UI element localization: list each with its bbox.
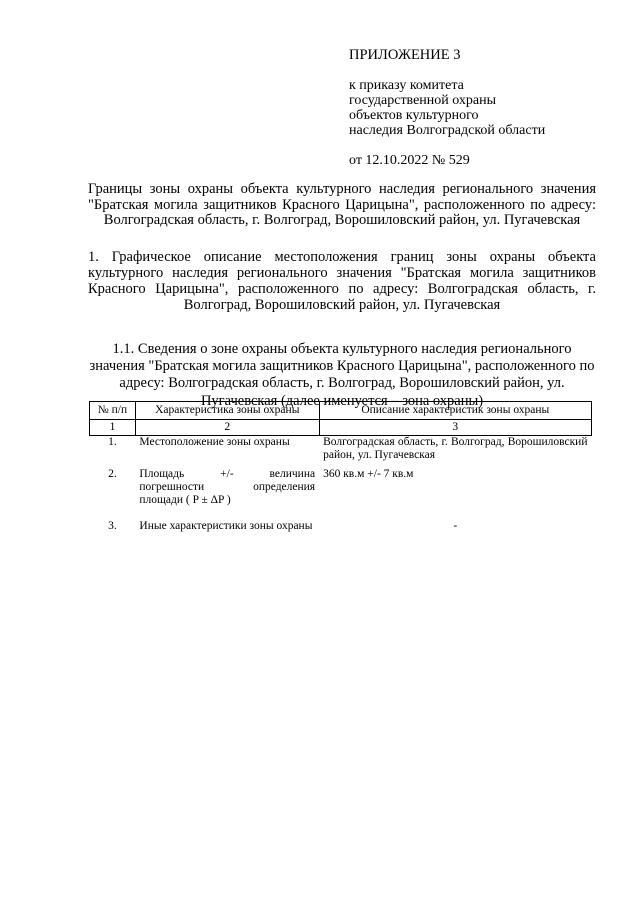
section-1-title: 1. Графическое описание местоположения границ зоны охраны объекта культурного наследия регионального значения "Братская могила защитников Красного Царицына", расположенного по адресу: Волгоградская область, г. Волгоград, Ворошиловский район, ул. Пугачевская	[88, 249, 596, 313]
header-number: № п/п	[90, 402, 136, 420]
row-number: 3.	[108, 520, 117, 532]
appendix-title: ПРИЛОЖЕНИЕ 3	[349, 47, 461, 63]
table-row	[90, 436, 592, 469]
row-characteristic: Местоположение зоны охраны	[139, 436, 290, 448]
row-description: -	[453, 520, 458, 532]
row-description: 360 кв.м +/- 7 кв.м	[323, 468, 414, 480]
appendix-line: к приказу комитета	[349, 78, 464, 93]
header-characteristic: Характеристика зоны охраны	[135, 402, 319, 420]
appendix-line: объектов культурного	[349, 108, 479, 123]
appendix-line: наследия Волгоградской области	[349, 123, 546, 138]
column-number: 3	[319, 420, 591, 436]
document-heading: Границы зоны охраны объекта культурного наследия регионального значения "Братская могила защитников Красного Царицына", расположенного по адресу: Волгоградская область, г. Волгоград, Ворошиловский район, ул. Пугачевская	[88, 181, 596, 228]
row-number: 2.	[108, 468, 117, 480]
order-date: от 12.10.2022 № 529	[349, 153, 470, 168]
column-number: 1	[90, 420, 136, 436]
section-1-1-title: 1.1. Сведения о зоне охраны объекта культурного наследия регионального значения "Братская могила защитников Красного Царицына", расположенного по адресу: Волгоградская область, г. Волгоград, Ворошиловский район, ул. Пугачевская (далее именуется – зона охраны)	[89, 341, 595, 409]
header-description: Описание характеристик зоны охраны	[319, 402, 591, 420]
row-characteristic: Иные характеристики зоны охраны	[139, 520, 313, 532]
table-row	[90, 468, 592, 520]
table-column-numbers-row	[90, 420, 592, 436]
table-header-row	[90, 402, 592, 420]
appendix-block	[349, 48, 545, 168]
table-row	[90, 520, 592, 533]
column-number: 2	[135, 420, 319, 436]
appendix-line: государственной охраны	[349, 93, 497, 108]
row-description: Волгоградская область, г. Волгоград, Ворошиловский район, ул. Пугачевская	[323, 436, 588, 461]
zone-info-table	[89, 401, 592, 533]
row-number: 1.	[108, 436, 117, 448]
row-characteristic: Площадь +/- величина погрешности определения площади ( P ± ΔP )	[139, 468, 316, 506]
